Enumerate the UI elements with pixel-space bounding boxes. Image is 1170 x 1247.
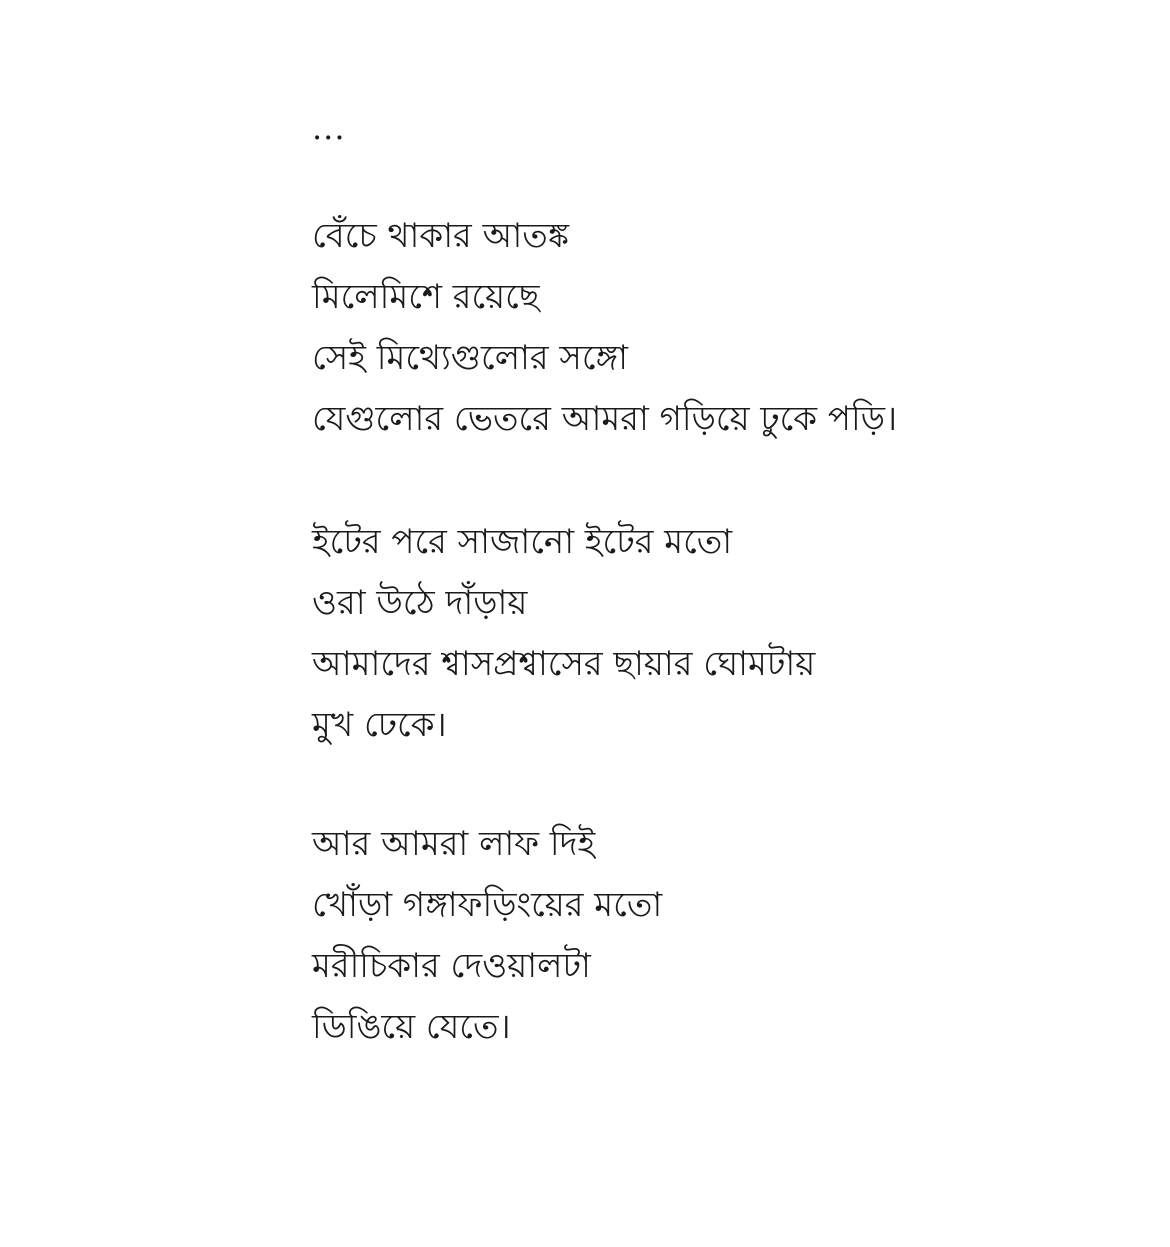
poem-line: মুখ ঢেকে।	[312, 705, 447, 745]
leading-ellipsis: ...	[312, 109, 346, 147]
poem-line: মিলেমিশে রয়েছে	[312, 277, 540, 317]
poem-page	[312, 0, 1132, 1247]
poem-line: ডিঙিয়ে যেতে।	[312, 1007, 511, 1047]
stanza-2	[312, 512, 815, 756]
poem-line: আর আমরা লাফ দিই	[312, 824, 596, 864]
poem-line: ইটের পরে সাজানো ইটের মতো	[312, 522, 733, 562]
poem-line: আমাদের শ্বাসপ্রশ্বাসের ছায়ার ঘোমটায়	[312, 644, 816, 684]
poem-line: খোঁড়া গঙ্গাফড়িংয়ের মতো	[312, 885, 663, 925]
stanza-1	[312, 206, 897, 450]
poem-line: ওরা উঠে দাঁড়ায়	[312, 583, 528, 623]
poem-line: মরীচিকার দেওয়ালটা	[312, 946, 591, 986]
poem-line: বেঁচে থাকার আতঙ্ক	[312, 216, 570, 256]
poem-line: সেই মিথ্যেগুলোর সঙ্গো	[312, 338, 628, 378]
stanza-3	[312, 814, 662, 1058]
poem-line: যেগুলোর ভেতরে আমরা গড়িয়ে ঢুকে পড়ি।	[312, 399, 898, 439]
